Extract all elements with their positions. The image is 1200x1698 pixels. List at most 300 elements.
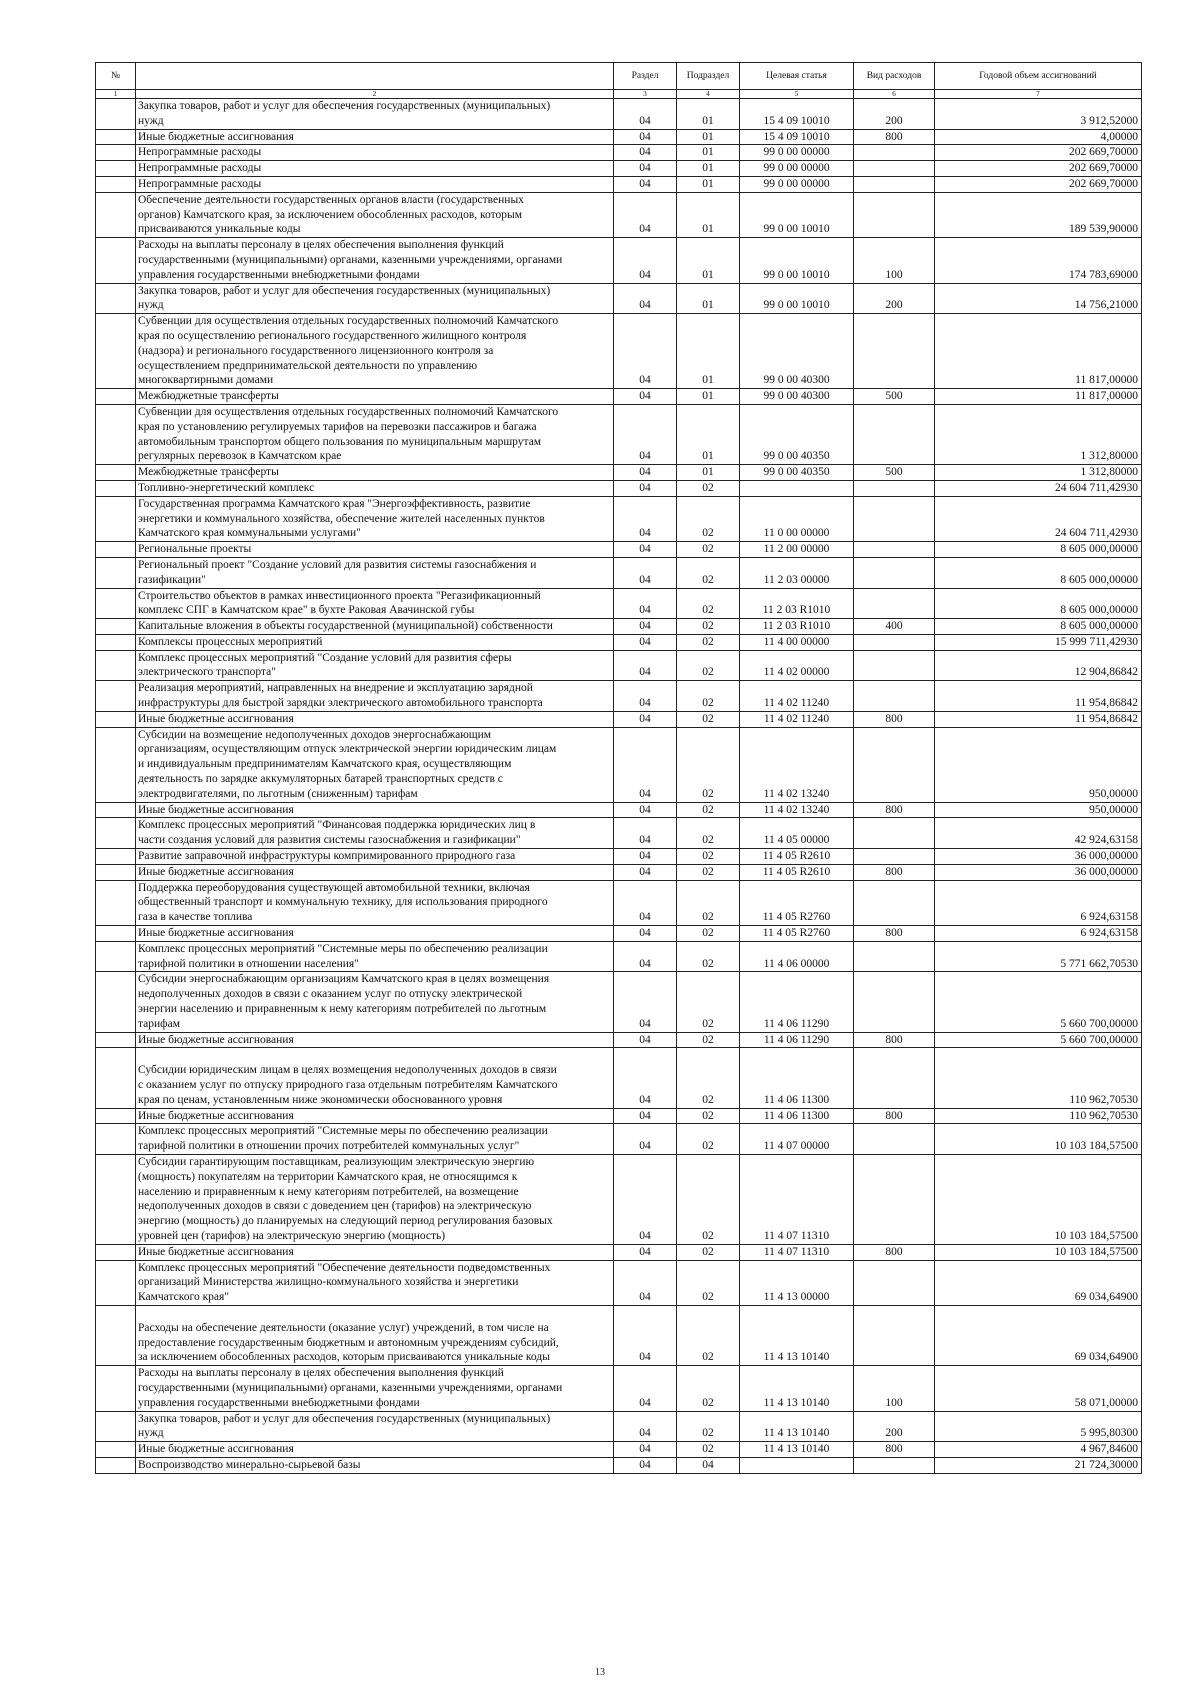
row-section-cell: 04 — [614, 681, 677, 712]
row-section-cell: 04 — [614, 192, 677, 237]
table-row — [96, 542, 1142, 558]
budget-table-sheet — [95, 62, 1142, 1474]
row-expense-type-cell — [854, 542, 935, 558]
row-description-cell: Иные бюджетные ассигнования — [136, 1032, 614, 1048]
table-row — [96, 192, 1142, 237]
row-number-cell — [96, 1108, 136, 1124]
row-subsection-cell: 02 — [677, 1154, 740, 1244]
row-section-cell: 04 — [614, 941, 677, 972]
row-target-article-cell: 11 4 06 11300 — [740, 1048, 854, 1108]
row-description-cell: Межбюджетные трансферты — [136, 389, 614, 405]
table-row — [96, 926, 1142, 942]
row-description-cell: Региональные проекты — [136, 542, 614, 558]
row-number-cell — [96, 941, 136, 972]
table-row — [96, 1411, 1142, 1442]
row-subsection-cell: 02 — [677, 634, 740, 650]
row-number-cell — [96, 727, 136, 802]
row-expense-type-cell — [854, 1048, 935, 1108]
row-section-cell: 04 — [614, 283, 677, 314]
row-description-cell: Капитальные вложения в объекты государственной (муниципальной) собственности — [136, 619, 614, 635]
table-header-row — [96, 63, 1142, 90]
row-description-cell: Субсидии на возмещение недополученных доходов энергоснабжающим организациям, осуществляющим отпуск электрической энергии юридическим лицам и индивидуальным предпринимателям Камчатского края, осуществляющим деятельность по зарядке аккумуляторных батарей транспортных средств с электродвигателями, по льготным (сниженным) тарифам — [136, 727, 614, 802]
row-number-cell — [96, 619, 136, 635]
table-body — [96, 99, 1142, 1474]
row-target-article-cell: 99 0 00 00000 — [740, 145, 854, 161]
row-section-cell: 04 — [614, 880, 677, 925]
row-description-cell: Реализация мероприятий, направленных на внедрение и эксплуатацию зарядной инфраструктуры для быстрой зарядки электрического автомобильного транспорта — [136, 681, 614, 712]
row-description-cell: Комплекс процессных мероприятий "Системные меры по обеспечению реализации тарифной политики в отношении населения" — [136, 941, 614, 972]
row-number-cell — [96, 480, 136, 496]
row-number-cell — [96, 1442, 136, 1458]
row-amount-cell: 6 924,63158 — [935, 926, 1142, 942]
table-row — [96, 588, 1142, 619]
row-description-cell: Строительство объектов в рамках инвестиционного проекта "Регазификационный комплекс СПГ в Камчатском крае" в бухте Раковая Авачинской губы — [136, 588, 614, 619]
row-section-cell: 04 — [614, 1442, 677, 1458]
row-section-cell: 04 — [614, 145, 677, 161]
row-amount-cell: 202 669,70000 — [935, 176, 1142, 192]
row-amount-cell: 21 724,30000 — [935, 1457, 1142, 1473]
row-section-cell: 04 — [614, 1260, 677, 1305]
row-target-article-cell: 11 4 13 10140 — [740, 1411, 854, 1442]
row-description-cell: Комплекс процессных мероприятий "Финансовая поддержка юридических лиц в части создания условий для развития системы газоснабжения и газификации" — [136, 818, 614, 849]
row-expense-type-cell — [854, 145, 935, 161]
row-target-article-cell: 99 0 00 10010 — [740, 192, 854, 237]
row-description-cell: Иные бюджетные ассигнования — [136, 1108, 614, 1124]
row-description-cell: Иные бюджетные ассигнования — [136, 1442, 614, 1458]
row-section-cell: 04 — [614, 1366, 677, 1411]
column-number: 7 — [935, 90, 1142, 99]
col-header-description — [136, 63, 614, 90]
row-subsection-cell: 02 — [677, 1048, 740, 1108]
row-target-article-cell: 99 0 00 00000 — [740, 176, 854, 192]
row-subsection-cell: 02 — [677, 727, 740, 802]
table-row — [96, 711, 1142, 727]
row-description-cell: Иные бюджетные ассигнования — [136, 802, 614, 818]
row-section-cell: 04 — [614, 1305, 677, 1365]
row-amount-cell: 6 924,63158 — [935, 880, 1142, 925]
row-section-cell: 04 — [614, 588, 677, 619]
table-row — [96, 161, 1142, 177]
row-description-cell: Государственная программа Камчатского края "Энергоэффективность, развитие энергетики и коммунального хозяйства, обеспечение жителей населенных пунктов Камчатского края коммунальными услугами" — [136, 496, 614, 541]
col-header-subsection: Подраздел — [677, 63, 740, 90]
row-amount-cell: 11 817,00000 — [935, 314, 1142, 389]
row-target-article-cell: 11 4 13 10140 — [740, 1305, 854, 1365]
row-description-cell: Расходы на выплаты персоналу в целях обеспечения выполнения функций государственными (муниципальными) органами, казенными учреждениями, органами управления государственными внебюджетными фондами — [136, 1366, 614, 1411]
table-row — [96, 972, 1142, 1032]
row-description-cell: Субвенции для осуществления отдельных государственных полномочий Камчатского края по установлению регулируемых тарифов на перевозки пассажиров и багажа автомобильным транспортом общего пользования по муниципальным маршрутам регулярных перевозок в Камчатском крае — [136, 404, 614, 464]
row-expense-type-cell — [854, 941, 935, 972]
row-amount-cell: 42 924,63158 — [935, 818, 1142, 849]
row-description-cell: Расходы на выплаты персоналу в целях обеспечения выполнения функций государственными (муниципальными) органами, казенными учреждениями, органами управления государственными внебюджетными фондами — [136, 238, 614, 283]
table-row — [96, 389, 1142, 405]
row-target-article-cell: 11 4 13 10140 — [740, 1442, 854, 1458]
table-row — [96, 1124, 1142, 1155]
row-number-cell — [96, 926, 136, 942]
row-target-article-cell: 11 4 02 00000 — [740, 650, 854, 681]
row-amount-cell: 8 605 000,00000 — [935, 542, 1142, 558]
row-description-cell: Поддержка переоборудования существующей автомобильной техники, включая общественный транспорт и коммунальную технику, для использования природного газа в качестве топлива — [136, 880, 614, 925]
row-subsection-cell: 02 — [677, 1411, 740, 1442]
row-subsection-cell: 01 — [677, 389, 740, 405]
row-number-cell — [96, 465, 136, 481]
row-section-cell: 04 — [614, 465, 677, 481]
row-number-cell — [96, 880, 136, 925]
row-expense-type-cell — [854, 634, 935, 650]
table-row — [96, 1260, 1142, 1305]
table-row — [96, 283, 1142, 314]
row-number-cell — [96, 161, 136, 177]
table-row — [96, 849, 1142, 865]
row-expense-type-cell — [854, 1457, 935, 1473]
table-row — [96, 404, 1142, 464]
row-subsection-cell: 02 — [677, 1260, 740, 1305]
row-section-cell: 04 — [614, 818, 677, 849]
row-section-cell: 04 — [614, 161, 677, 177]
row-target-article-cell: 11 2 03 00000 — [740, 557, 854, 588]
row-number-cell — [96, 1305, 136, 1365]
row-section-cell: 04 — [614, 972, 677, 1032]
row-subsection-cell: 02 — [677, 1305, 740, 1365]
row-section-cell: 04 — [614, 480, 677, 496]
table-row — [96, 681, 1142, 712]
row-description-cell: Субвенции для осуществления отдельных государственных полномочий Камчатского края по осуществлению регионального государственного жилищного контроля (надзора) и регионального государственного лицензионного контроля за осуществлением предпринимательской деятельности по управлению многоквартирными домами — [136, 314, 614, 389]
row-number-cell — [96, 99, 136, 130]
table-row — [96, 238, 1142, 283]
row-number-cell — [96, 818, 136, 849]
table-row — [96, 818, 1142, 849]
row-amount-cell: 110 962,70530 — [935, 1108, 1142, 1124]
row-description-cell: Развитие заправочной инфраструктуры компримированного природного газа — [136, 849, 614, 865]
col-header-annual-amount: Годовой объем ассигнований — [935, 63, 1142, 90]
row-amount-cell: 174 783,69000 — [935, 238, 1142, 283]
row-subsection-cell: 04 — [677, 1457, 740, 1473]
row-subsection-cell: 02 — [677, 1032, 740, 1048]
row-section-cell: 04 — [614, 926, 677, 942]
row-target-article-cell: 15 4 09 10010 — [740, 129, 854, 145]
row-amount-cell: 36 000,00000 — [935, 864, 1142, 880]
row-description-cell: Непрограммные расходы — [136, 176, 614, 192]
table-row — [96, 802, 1142, 818]
row-description-cell: Субсидии энергоснабжающим организациям Камчатского края в целях возмещения недополученных доходов в связи с оказанием услуг по отпуску электрической энергии населению и приравненным к нему категориям потребителей по льготным тарифам — [136, 972, 614, 1032]
row-number-cell — [96, 1154, 136, 1244]
table-row — [96, 880, 1142, 925]
row-expense-type-cell — [854, 404, 935, 464]
row-amount-cell: 5 771 662,70530 — [935, 941, 1142, 972]
row-expense-type-cell: 500 — [854, 389, 935, 405]
row-target-article-cell: 11 4 05 R2610 — [740, 849, 854, 865]
row-target-article-cell — [740, 480, 854, 496]
budget-table — [95, 62, 1142, 1474]
row-expense-type-cell: 800 — [854, 711, 935, 727]
row-subsection-cell: 02 — [677, 1244, 740, 1260]
row-description-cell: Иные бюджетные ассигнования — [136, 926, 614, 942]
row-section-cell: 04 — [614, 727, 677, 802]
row-expense-type-cell: 500 — [854, 465, 935, 481]
row-subsection-cell: 02 — [677, 1366, 740, 1411]
row-section-cell: 04 — [614, 650, 677, 681]
row-subsection-cell: 02 — [677, 972, 740, 1032]
row-description-cell: Комплекс процессных мероприятий "Обеспечение деятельности подведомственных организаций Министерства жилищно-коммунального хозяйства и энергетики Камчатского края" — [136, 1260, 614, 1305]
row-expense-type-cell: 800 — [854, 802, 935, 818]
row-number-cell — [96, 283, 136, 314]
row-number-cell — [96, 389, 136, 405]
row-description-cell: Межбюджетные трансферты — [136, 465, 614, 481]
row-description-cell: Закупка товаров, работ и услуг для обеспечения государственных (муниципальных) нужд — [136, 283, 614, 314]
row-section-cell: 04 — [614, 1048, 677, 1108]
row-target-article-cell: 99 0 00 00000 — [740, 161, 854, 177]
row-target-article-cell: 11 4 13 10140 — [740, 1366, 854, 1411]
row-expense-type-cell — [854, 176, 935, 192]
row-section-cell: 04 — [614, 864, 677, 880]
row-subsection-cell: 02 — [677, 1124, 740, 1155]
row-amount-cell: 5 995,80300 — [935, 1411, 1142, 1442]
row-amount-cell: 36 000,00000 — [935, 849, 1142, 865]
table-row — [96, 557, 1142, 588]
row-description-cell: Непрограммные расходы — [136, 161, 614, 177]
row-expense-type-cell: 800 — [854, 864, 935, 880]
row-target-article-cell: 11 4 05 R2760 — [740, 880, 854, 925]
row-number-cell — [96, 849, 136, 865]
row-subsection-cell: 02 — [677, 588, 740, 619]
row-amount-cell: 189 539,90000 — [935, 192, 1142, 237]
row-number-cell — [96, 681, 136, 712]
row-subsection-cell: 01 — [677, 283, 740, 314]
row-expense-type-cell — [854, 588, 935, 619]
row-description-cell: Региональный проект "Создание условий для развития системы газоснабжения и газификации" — [136, 557, 614, 588]
table-row — [96, 650, 1142, 681]
row-amount-cell: 12 904,86842 — [935, 650, 1142, 681]
row-section-cell: 04 — [614, 634, 677, 650]
row-target-article-cell: 11 4 02 11240 — [740, 711, 854, 727]
row-description-cell: Субсидии юридическим лицам в целях возмещения недополученных доходов в связи с оказанием услуг по отпуску природного газа отдельным потребителям Камчатского края по ценам, установленным ниже экономически обоснованного уровня — [136, 1048, 614, 1108]
table-row — [96, 1032, 1142, 1048]
row-expense-type-cell: 800 — [854, 1244, 935, 1260]
row-amount-cell: 58 071,00000 — [935, 1366, 1142, 1411]
row-subsection-cell: 01 — [677, 404, 740, 464]
row-target-article-cell: 11 2 00 00000 — [740, 542, 854, 558]
table-row — [96, 176, 1142, 192]
row-expense-type-cell: 100 — [854, 1366, 935, 1411]
col-header-section: Раздел — [614, 63, 677, 90]
row-expense-type-cell: 800 — [854, 926, 935, 942]
row-target-article-cell: 11 2 03 R1010 — [740, 588, 854, 619]
row-expense-type-cell: 200 — [854, 99, 935, 130]
row-description-cell: Комплексы процессных мероприятий — [136, 634, 614, 650]
row-expense-type-cell: 200 — [854, 283, 935, 314]
row-expense-type-cell — [854, 650, 935, 681]
row-expense-type-cell — [854, 314, 935, 389]
row-number-cell — [96, 176, 136, 192]
row-target-article-cell: 11 4 02 13240 — [740, 802, 854, 818]
row-target-article-cell: 99 0 00 40300 — [740, 314, 854, 389]
row-subsection-cell: 01 — [677, 238, 740, 283]
row-number-cell — [96, 404, 136, 464]
row-expense-type-cell — [854, 496, 935, 541]
table-row — [96, 129, 1142, 145]
table-row — [96, 634, 1142, 650]
row-target-article-cell — [740, 1457, 854, 1473]
row-number-cell — [96, 711, 136, 727]
row-amount-cell: 69 034,64900 — [935, 1260, 1142, 1305]
row-expense-type-cell: 100 — [854, 238, 935, 283]
row-subsection-cell: 01 — [677, 314, 740, 389]
table-row — [96, 1366, 1142, 1411]
row-number-cell — [96, 192, 136, 237]
row-description-cell: Расходы на обеспечение деятельности (оказание услуг) учреждений, в том числе на предоставление государственным бюджетным и автономным учреждениям субсидий, за исключением обособленных расходов, которым присваиваются уникальные коды — [136, 1305, 614, 1365]
row-amount-cell: 69 034,64900 — [935, 1305, 1142, 1365]
row-target-article-cell: 11 4 07 11310 — [740, 1244, 854, 1260]
row-amount-cell: 10 103 184,57500 — [935, 1154, 1142, 1244]
row-description-cell: Закупка товаров, работ и услуг для обеспечения государственных (муниципальных) нужд — [136, 1411, 614, 1442]
table-row — [96, 727, 1142, 802]
row-target-article-cell: 11 4 05 00000 — [740, 818, 854, 849]
row-subsection-cell: 02 — [677, 849, 740, 865]
row-subsection-cell: 01 — [677, 99, 740, 130]
row-expense-type-cell: 400 — [854, 619, 935, 635]
row-expense-type-cell: 800 — [854, 1032, 935, 1048]
row-number-cell — [96, 650, 136, 681]
row-subsection-cell: 01 — [677, 161, 740, 177]
row-expense-type-cell: 800 — [854, 129, 935, 145]
row-subsection-cell: 02 — [677, 619, 740, 635]
row-description-cell: Топливно-энергетический комплекс — [136, 480, 614, 496]
row-section-cell: 04 — [614, 238, 677, 283]
page-number: 13 — [595, 1667, 605, 1678]
row-subsection-cell: 02 — [677, 941, 740, 972]
row-amount-cell: 24 604 711,42930 — [935, 480, 1142, 496]
row-section-cell: 04 — [614, 711, 677, 727]
row-description-cell: Комплекс процессных мероприятий "Создание условий для развития сферы электрического транспорта" — [136, 650, 614, 681]
row-target-article-cell: 11 4 02 13240 — [740, 727, 854, 802]
column-number: 3 — [614, 90, 677, 99]
row-description-cell: Иные бюджетные ассигнования — [136, 864, 614, 880]
row-expense-type-cell — [854, 1154, 935, 1244]
column-number: 4 — [677, 90, 740, 99]
row-amount-cell: 202 669,70000 — [935, 161, 1142, 177]
row-subsection-cell: 02 — [677, 864, 740, 880]
row-expense-type-cell — [854, 681, 935, 712]
row-amount-cell: 1 312,80000 — [935, 404, 1142, 464]
row-subsection-cell: 01 — [677, 145, 740, 161]
row-target-article-cell: 99 0 00 40300 — [740, 389, 854, 405]
row-amount-cell: 4 967,84600 — [935, 1442, 1142, 1458]
row-subsection-cell: 01 — [677, 129, 740, 145]
row-expense-type-cell — [854, 161, 935, 177]
row-subsection-cell: 02 — [677, 681, 740, 712]
row-subsection-cell: 02 — [677, 650, 740, 681]
row-section-cell: 04 — [614, 1124, 677, 1155]
row-section-cell: 04 — [614, 496, 677, 541]
table-row — [96, 1048, 1142, 1108]
row-amount-cell: 1 312,80000 — [935, 465, 1142, 481]
table-row — [96, 941, 1142, 972]
row-target-article-cell: 11 4 00 00000 — [740, 634, 854, 650]
row-number-cell — [96, 542, 136, 558]
table-row — [96, 1154, 1142, 1244]
row-subsection-cell: 01 — [677, 192, 740, 237]
row-number-cell — [96, 864, 136, 880]
row-section-cell: 04 — [614, 542, 677, 558]
row-number-cell — [96, 972, 136, 1032]
row-expense-type-cell — [854, 972, 935, 1032]
row-section-cell: 04 — [614, 619, 677, 635]
row-subsection-cell: 02 — [677, 711, 740, 727]
row-section-cell: 04 — [614, 557, 677, 588]
row-number-cell — [96, 1366, 136, 1411]
row-number-cell — [96, 802, 136, 818]
row-expense-type-cell — [854, 818, 935, 849]
row-amount-cell: 11 954,86842 — [935, 711, 1142, 727]
row-subsection-cell: 02 — [677, 480, 740, 496]
row-amount-cell: 10 103 184,57500 — [935, 1244, 1142, 1260]
row-section-cell: 04 — [614, 99, 677, 130]
table-row — [96, 99, 1142, 130]
row-expense-type-cell — [854, 880, 935, 925]
row-description-cell: Непрограммные расходы — [136, 145, 614, 161]
row-amount-cell: 950,00000 — [935, 802, 1142, 818]
row-target-article-cell: 99 0 00 40350 — [740, 465, 854, 481]
row-section-cell: 04 — [614, 1032, 677, 1048]
row-expense-type-cell: 200 — [854, 1411, 935, 1442]
table-row — [96, 1305, 1142, 1365]
row-subsection-cell: 02 — [677, 496, 740, 541]
row-target-article-cell: 15 4 09 10010 — [740, 99, 854, 130]
row-section-cell: 04 — [614, 1411, 677, 1442]
row-target-article-cell: 11 0 00 00000 — [740, 496, 854, 541]
row-amount-cell: 24 604 711,42930 — [935, 496, 1142, 541]
column-number-row — [96, 90, 1142, 99]
row-target-article-cell: 11 2 03 R1010 — [740, 619, 854, 635]
table-row — [96, 1108, 1142, 1124]
row-target-article-cell: 11 4 07 11310 — [740, 1154, 854, 1244]
row-number-cell — [96, 1244, 136, 1260]
row-number-cell — [96, 238, 136, 283]
row-number-cell — [96, 1124, 136, 1155]
row-subsection-cell: 02 — [677, 542, 740, 558]
row-number-cell — [96, 1411, 136, 1442]
col-header-number: № — [96, 63, 136, 90]
row-target-article-cell: 11 4 07 00000 — [740, 1124, 854, 1155]
row-target-article-cell: 11 4 06 00000 — [740, 941, 854, 972]
row-amount-cell: 14 756,21000 — [935, 283, 1142, 314]
row-description-cell: Воспроизводство минерально-сырьевой базы — [136, 1457, 614, 1473]
row-target-article-cell: 11 4 13 00000 — [740, 1260, 854, 1305]
column-number: 1 — [96, 90, 136, 99]
row-expense-type-cell — [854, 1305, 935, 1365]
row-section-cell: 04 — [614, 314, 677, 389]
row-description-cell: Иные бюджетные ассигнования — [136, 129, 614, 145]
row-target-article-cell: 99 0 00 10010 — [740, 283, 854, 314]
row-subsection-cell: 02 — [677, 1108, 740, 1124]
row-subsection-cell: 02 — [677, 557, 740, 588]
row-section-cell: 04 — [614, 802, 677, 818]
row-amount-cell: 110 962,70530 — [935, 1048, 1142, 1108]
row-expense-type-cell — [854, 192, 935, 237]
table-row — [96, 496, 1142, 541]
row-subsection-cell: 02 — [677, 880, 740, 925]
row-number-cell — [96, 1048, 136, 1108]
row-number-cell — [96, 314, 136, 389]
row-section-cell: 04 — [614, 1244, 677, 1260]
row-section-cell: 04 — [614, 1108, 677, 1124]
row-amount-cell: 5 660 700,00000 — [935, 1032, 1142, 1048]
row-amount-cell: 10 103 184,57500 — [935, 1124, 1142, 1155]
row-amount-cell: 11 954,86842 — [935, 681, 1142, 712]
table-row — [96, 1442, 1142, 1458]
row-amount-cell: 4,00000 — [935, 129, 1142, 145]
row-subsection-cell: 01 — [677, 465, 740, 481]
table-row — [96, 619, 1142, 635]
